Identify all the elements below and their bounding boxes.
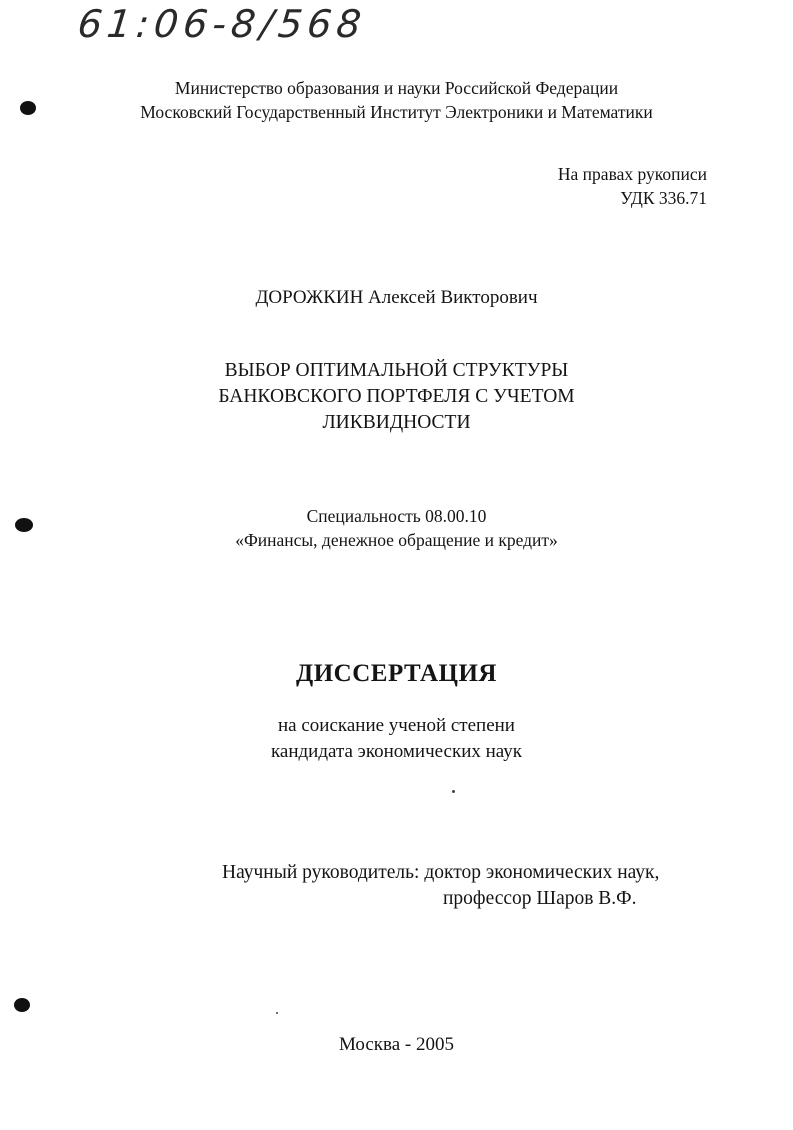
punch-hole-middle (15, 518, 33, 532)
document-type-heading: ДИССЕРТАЦИЯ (296, 660, 497, 687)
ministry-name: Министерство образования и науки Российской Федерации (174, 78, 619, 98)
supervisor-line-2: профессор Шаров В.Ф. (443, 888, 637, 909)
specialty-code: Специальность 08.00.10 (306, 506, 487, 526)
author-name: ДОРОЖКИН Алексей Викторович (255, 287, 538, 308)
title-line-1: ВЫБОР ОПТИМАЛЬНОЙ СТРУКТУРЫ (224, 360, 569, 381)
degree-line-1: на соискание ученой степени (278, 715, 515, 736)
title-line-3: ЛИКВИДНОСТИ (322, 412, 471, 433)
supervisor-line-1: Научный руководитель: доктор экономических наук, (222, 862, 660, 883)
handwritten-archive-code: 61:06-8/568 (75, 2, 369, 46)
manuscript-rights-block (558, 162, 707, 210)
dissertation-title (0, 358, 793, 436)
specialty-name: «Финансы, денежное обращение и кредит» (235, 530, 558, 550)
scan-speck (276, 1012, 278, 1014)
supervisor-block (222, 860, 659, 912)
organization-header (0, 76, 793, 124)
title-line-2: БАНКОВСКОГО ПОРТФЕЛЯ С УЧЕТОМ (218, 386, 575, 407)
degree-line-2: кандидата экономических наук (270, 741, 523, 762)
specialty-block (0, 504, 793, 552)
punch-hole-top (20, 101, 36, 115)
manuscript-rights: На правах рукописи (557, 164, 707, 184)
scan-speck (452, 790, 455, 793)
degree-block (0, 713, 793, 765)
punch-hole-bottom (14, 998, 30, 1012)
institute-name: Московский Государственный Институт Электроники и Математики (140, 102, 653, 122)
udc-code: УДК 336.71 (620, 188, 707, 208)
city-year: Москва - 2005 (338, 1034, 455, 1055)
